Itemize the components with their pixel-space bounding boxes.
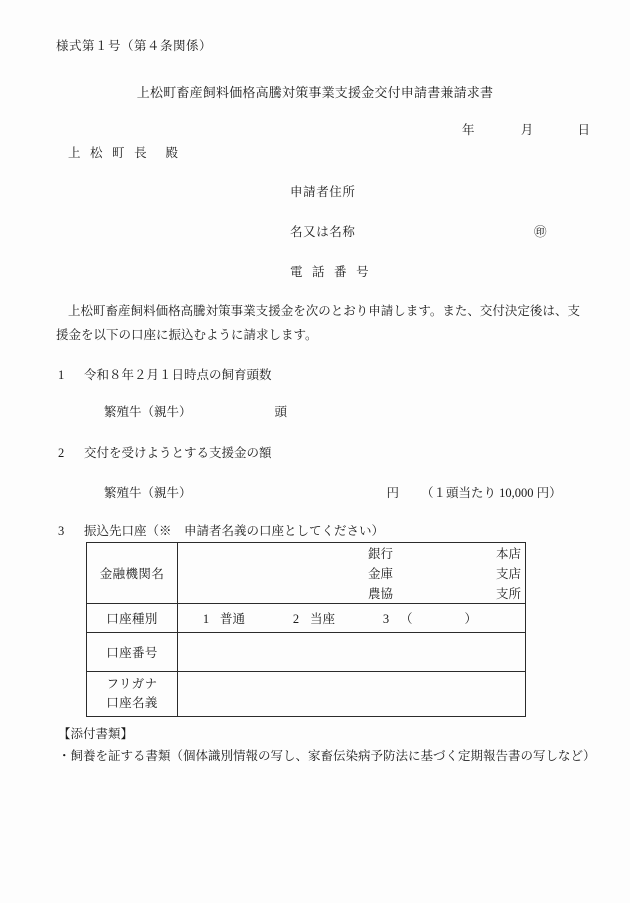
account-type-option-3-number: 3 [382, 612, 390, 626]
body-paragraph-line1: 上松町畜産飼料価格高騰対策事業支援金を次のとおり申請します。また、交付決定後は、 [68, 304, 568, 318]
account-type-label: 口座種別 [87, 604, 178, 633]
date-day-label: 日 [577, 123, 591, 137]
institution-options [178, 543, 525, 603]
date-year-label: 年 [462, 123, 475, 137]
institution-option-row [178, 563, 525, 583]
date-month-label: 月 [520, 123, 534, 137]
item-2-number: 2 [58, 446, 65, 460]
item-2-unit: 円 [386, 486, 400, 500]
applicant-address-label: 申請者住所 [290, 185, 356, 199]
item-3-heading [58, 521, 384, 539]
date-line [462, 120, 590, 138]
account-type-option-2-text: 当座 [310, 612, 336, 626]
institution-branch-1: 支店 [495, 567, 521, 581]
account-holder-value[interactable] [178, 672, 526, 717]
institution-option-row [178, 543, 525, 563]
institution-type-1: 金庫 [367, 567, 393, 581]
item-1-row-label: 繁殖牛（親牛） [104, 405, 192, 419]
item-1-number: 1 [58, 368, 65, 382]
seal-icon: ㊞ [534, 225, 547, 239]
institution-option-row [178, 583, 525, 603]
body-paragraph [56, 299, 580, 347]
account-type-option-1-text: 普通 [220, 612, 246, 626]
account-holder-name-label: 口座名義 [106, 696, 158, 710]
applicant-tel-label: 電 話 番 号 [290, 265, 372, 279]
account-holder-label [87, 672, 178, 717]
account-type-options [178, 604, 525, 632]
account-type-option-2[interactable] [282, 609, 372, 627]
bank-account-table [86, 542, 526, 717]
institution-type-0: 銀行 [367, 547, 393, 561]
account-number-label: 口座番号 [87, 633, 178, 672]
table-row-account-number [87, 633, 526, 672]
account-holder-kana-label: フリガナ [106, 677, 158, 691]
item-1-row [104, 402, 287, 420]
item-2-heading [58, 443, 272, 461]
item-1-heading [58, 365, 272, 383]
institution-branch-2: 支所 [495, 587, 521, 601]
item-2-note: （１頭当たり 10,000 円） [421, 486, 562, 500]
account-type-value-cell[interactable] [178, 604, 526, 633]
item-3-heading-text: 振込先口座（※ 申請者名義の口座としてください） [84, 524, 385, 538]
account-type-option-3[interactable] [372, 609, 477, 627]
item-2-row [104, 483, 562, 501]
attachments-heading: 【添付書類】 [58, 727, 134, 741]
item-3-number: 3 [58, 524, 65, 538]
table-row-institution [87, 543, 526, 604]
institution-branch-0: 本店 [495, 547, 521, 561]
account-type-option-1[interactable] [192, 609, 282, 627]
institution-label: 金融機関名 [87, 543, 178, 604]
account-type-option-3-close-paren: ） [464, 612, 478, 626]
account-type-option-2-number: 2 [292, 612, 300, 626]
applicant-name-label: 名又は名称 [290, 225, 356, 239]
form-number: 様式第１号（第４条関係） [56, 39, 213, 53]
account-type-option-1-number: 1 [202, 612, 210, 626]
document-title: 上松町畜産飼料価格高騰対策事業支援金交付申請書兼請求書 [136, 85, 494, 100]
body-paragraph-line2: 支援金を以下の口座に振込むように請求します。 [56, 304, 580, 342]
table-row-account-type [87, 604, 526, 633]
table-row-account-holder [87, 672, 526, 717]
account-number-value[interactable] [178, 633, 526, 672]
institution-value-cell[interactable] [178, 543, 526, 604]
attachments-item-0: ・飼養を証する書類（個体識別情報の写し、家畜伝染病予防法に基づく定期報告書の写しなど） [58, 749, 596, 763]
addressee: 上 松 町 長 殿 [68, 146, 182, 160]
account-type-option-3-open-paren: （ [400, 612, 413, 626]
item-1-heading-text: 令和８年２月１日時点の飼育頭数 [84, 368, 272, 382]
institution-type-2: 農協 [367, 587, 393, 601]
item-1-unit: 頭 [274, 405, 288, 419]
item-2-heading-text: 交付を受けようとする支援金の額 [84, 446, 272, 460]
item-2-row-label: 繁殖牛（親牛） [104, 486, 192, 500]
